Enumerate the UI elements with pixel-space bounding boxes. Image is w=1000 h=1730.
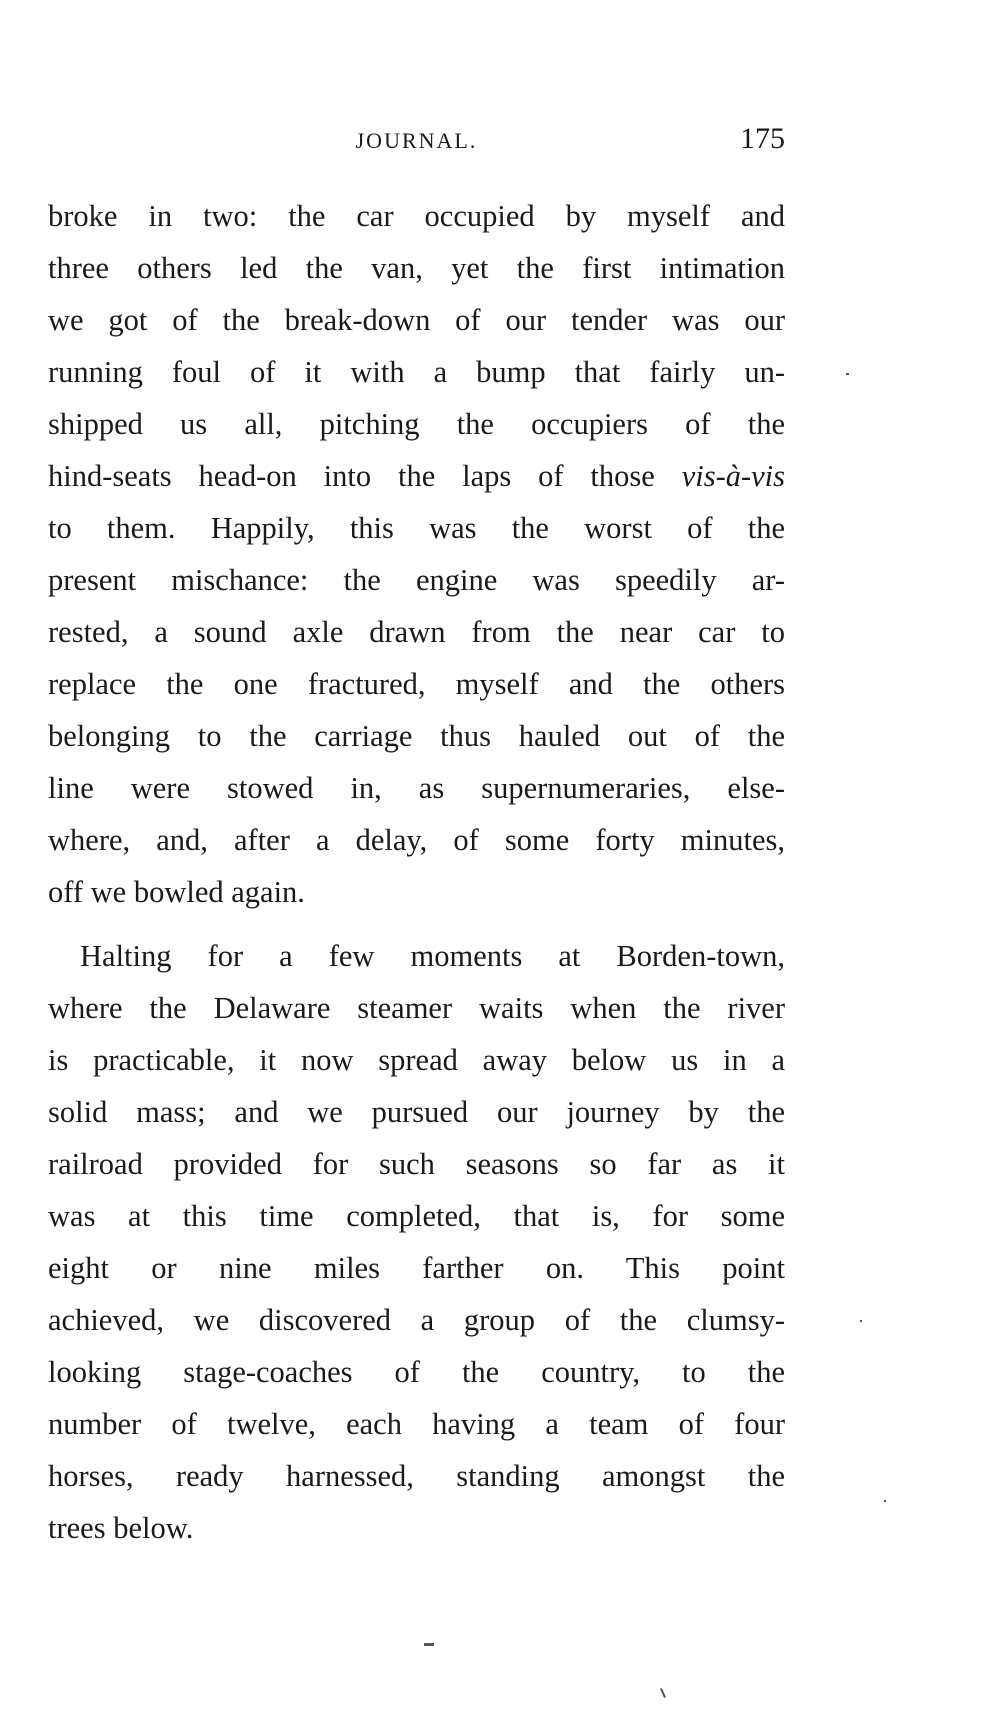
- body-text: [48, 190, 785, 1554]
- text-line: shipped us all, pitching the occupiers of the: [48, 407, 785, 441]
- text-line: where, and, after a delay, of some forty minutes,: [48, 823, 785, 857]
- text-line: broke in two: the car occupied by myself and: [48, 199, 785, 233]
- text-line: Halting for a few moments at Borden-town,: [80, 939, 785, 973]
- paper-speck: [660, 1688, 666, 1698]
- text-line: trees below.: [48, 1511, 194, 1545]
- text-line: running foul of it with a bump that fairly un-: [48, 355, 785, 389]
- text-line: looking stage-coaches of the country, to the: [48, 1355, 785, 1389]
- text-line: was at this time completed, that is, for some: [48, 1199, 785, 1233]
- text-line: line were stowed in, as supernumeraries, else-: [48, 771, 785, 805]
- text-line: eight or nine miles farther on. This point: [48, 1251, 785, 1285]
- text-line: where the Delaware steamer waits when the river: [48, 991, 785, 1025]
- text-line: solid mass; and we pursued our journey by the: [48, 1095, 785, 1129]
- running-head: [48, 122, 785, 162]
- italic-phrase: vis-à-vis: [681, 459, 785, 493]
- paper-speck: [846, 373, 849, 375]
- text-fragment: hind-seats head-on into the laps of those: [48, 459, 655, 493]
- text-line: we got of the break-down of our tender was our: [48, 303, 785, 337]
- text-line: belonging to the carriage thus hauled out of the: [48, 719, 785, 753]
- paragraph-1: [48, 190, 785, 918]
- paragraph-2: [48, 930, 785, 1554]
- text-line: horses, ready harnessed, standing amongst the: [48, 1459, 785, 1493]
- text-line: to them. Happily, this was the worst of the: [48, 511, 785, 545]
- text-line: off we bowled again.: [48, 875, 305, 909]
- text-line: is practicable, it now spread away below us in a: [48, 1043, 785, 1077]
- text-line: number of twelve, each having a team of four: [48, 1407, 785, 1441]
- text-line: replace the one fractured, myself and the others: [48, 667, 785, 701]
- text-line: three others led the van, yet the first intimation: [48, 251, 785, 285]
- page-number: 175: [740, 122, 785, 155]
- text-line: railroad provided for such seasons so far as it: [48, 1147, 785, 1181]
- paper-speck: [860, 1320, 862, 1322]
- paper-speck: [424, 1643, 434, 1646]
- text-line: achieved, we discovered a group of the clumsy-: [48, 1303, 785, 1337]
- running-title: JOURNAL.: [355, 128, 478, 153]
- paragraph-gap: [48, 918, 785, 930]
- text-line-with-italic: [48, 450, 785, 502]
- text-line: rested, a sound axle drawn from the near car to: [48, 615, 785, 649]
- text-line: present mischance: the engine was speedily ar-: [48, 563, 785, 597]
- paper-speck: [884, 1500, 886, 1502]
